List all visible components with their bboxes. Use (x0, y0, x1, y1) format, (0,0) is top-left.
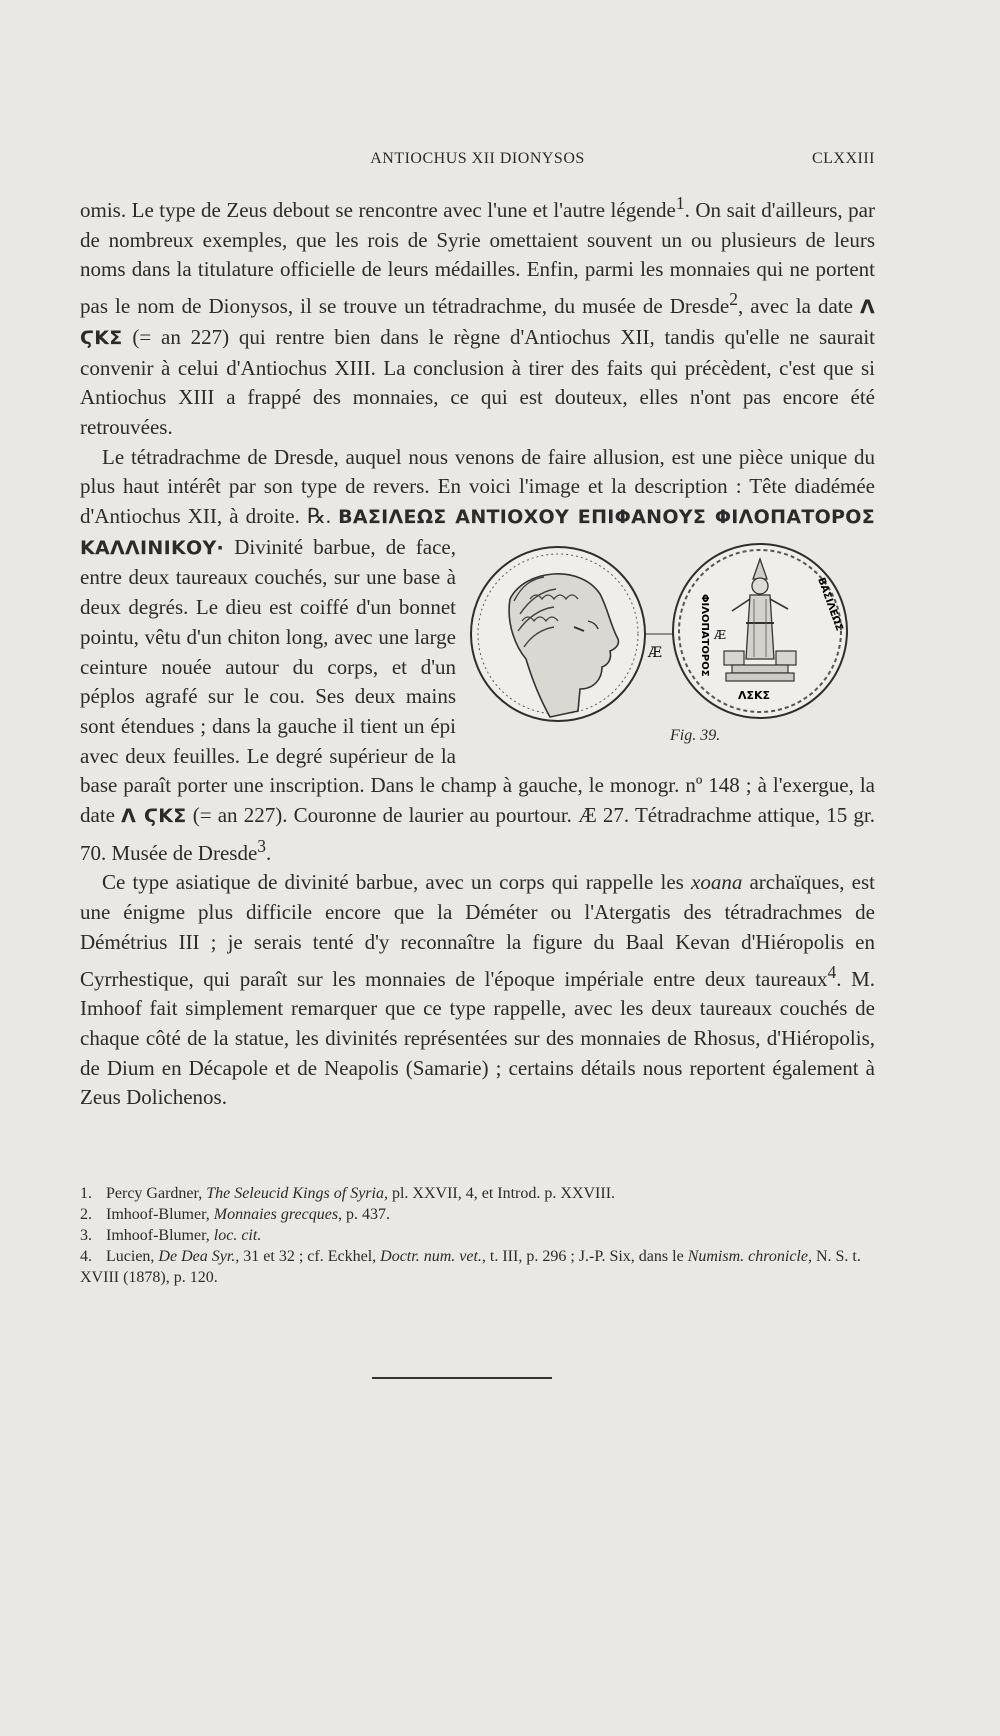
italic-term: xoana (691, 870, 743, 895)
text-run: . (266, 840, 272, 865)
footnote-1 (80, 1183, 875, 1204)
footnote-text: 31 et 32 ; cf. Eckhel, (243, 1248, 377, 1265)
footnote-text: pl. XXVII, 4, et Introd. p. XXVIII. (391, 1185, 616, 1202)
text-run: Divinité barbue, de face, entre deux taureaux couchés, sur une base à deux degrés. Le dieu est coiffé d'un bonnet pointu, vêtu d'un chiton long, avec une large ceinture nouée autour du corps, et d'un péplos agrafé sur le cou. Ses deux mains sont étendues ; dans la gauche il tient un épi avec deux feuilles. Le degré supérieur de la base paraît porter une inscription. Dans le champ à gauche, le monogr. nº 148 ; à l'exergue, la date (80, 534, 875, 828)
paragraph-1 (80, 189, 875, 443)
date-legend: Λ ϚΚΣ (80, 296, 876, 349)
text-run: (= an 227) qui rentre bien dans le règne d'Antiochus XII, tandis qu'elle ne saurait convenir à celui d'Antiochus XIII. La conclusion à tirer des faits qui précèdent, c'est que si Antiochus XIII a frappé des monnaies, ce qui est douteux, elles n'ont pas encore été retrouvées. (80, 324, 876, 439)
footnote-text: p. 437. (346, 1206, 391, 1223)
end-rule (372, 1377, 552, 1379)
footnote-text: Lucien, (106, 1248, 155, 1265)
text-run: omis. Le type de Zeus debout se rencontre avec l'une et l'autre légende (80, 198, 676, 222)
footnote-title: De Dea Syr., (158, 1248, 240, 1265)
page-number: CLXXIII (811, 150, 875, 167)
paragraph-3 (80, 868, 875, 1113)
footnote-title: The Seleucid Kings of Syria, (206, 1185, 388, 1202)
exergue-date-legend: Λ ϚΚΣ (121, 805, 187, 828)
text-run: archaïques, est une énigme plus difficile encore que la Déméter ou l'Atergatis des tétradrachmes de Démétrius III ; je serais tenté d'y reconnaître la figure du Baal Kevan d'Hiéropolis en Cyrrhestique, qui paraît sur les monnaies de l'époque impériale entre deux taureaux (80, 870, 875, 991)
footnote-title: Monnaies grecques, (213, 1206, 343, 1223)
footnote-ref-3[interactable]: 3 (257, 835, 267, 856)
reverse-symbol: ℞. (306, 504, 332, 529)
footnote-text: Imhoof-Blumer, (106, 1227, 210, 1244)
text-run: . On sait d'ailleurs, par de nombreux exemples, que les rois de Syrie omettaient souvent un ou plusieurs de leurs noms dans la titulature officielle de leurs médailles. Enfin, parmi les monnaies qui ne portent pas le nom de Dionysos, il se trouve un tétradrachme, du musée de Dresde (80, 198, 875, 319)
text-run: Le tétradrachme de Dresde, auquel nous venons de faire allusion, est une pièce unique du plus haut intérêt par son type de revers. En voici l'image et la description : Tête diadémée d'Antiochus XII, à droite. (80, 444, 875, 529)
footnote-number: 4. (80, 1248, 92, 1265)
footnote-text: Percy Gardner, (106, 1185, 203, 1202)
footnote-text: t. III, p. 296 ; J.-P. Six, dans le (489, 1248, 684, 1265)
footnote-4 (80, 1246, 875, 1288)
reverse-legend-right: ΒΑΣΙΛΕΩΣ (815, 575, 845, 633)
footnote-2 (80, 1204, 875, 1225)
coin-legend: ΒΑΣΙΛΕΩΣ ΑΝΤΙΟΧΟΥ ΕΠΙΦΑΝΟΥΣ ΦΙΛΟΠΑΤΟΡΟΣ ΚΑΛΛΙΝΙΚΟΥ· (80, 506, 876, 559)
body-text (80, 189, 875, 1113)
footnotes (80, 1183, 875, 1288)
footnote-title: loc. cit. (213, 1227, 262, 1244)
footnote-number: 3. (80, 1227, 92, 1244)
footnote-3 (80, 1225, 875, 1246)
footnote-ref-4[interactable]: 4 (827, 961, 837, 982)
coin-reverse (673, 544, 847, 718)
footnote-ref-2[interactable]: 2 (729, 289, 738, 310)
footnote-title: Numism. chronicle, (687, 1248, 812, 1265)
footnote-text: N. S. t. XVIII (1878), p. 120. (80, 1248, 861, 1286)
reverse-legend-left: ΦΙΛΟΠΑΤΟΡΟΣ (699, 593, 710, 677)
text-run: Ce type asiatique de divinité barbue, avec un corps qui rappelle les (102, 870, 684, 895)
footnote-title: Doctr. num. vet., (380, 1248, 486, 1265)
coin-obverse (471, 547, 645, 721)
footnote-text: Imhoof-Blumer, (106, 1206, 210, 1223)
footnote-number: 2. (80, 1206, 92, 1223)
monogram-symbol: Æ (648, 644, 663, 661)
footnote-number: 1. (80, 1185, 92, 1202)
running-head (80, 150, 875, 174)
text-run: , avec la date (737, 294, 853, 319)
footnote-ref-1[interactable]: 1 (675, 193, 685, 213)
figure-caption: Fig. 39. (670, 726, 721, 744)
text-run: . M. Imhoof fait simplement remarquer que ce type rappelle, avec les deux taureaux couchés de chaque côté de la statue, les divinités représentées sur des monnaies de Rhosus, d'Hiéropolis, de Dium en Décapole et de Neapolis (Samarie) ; certains détails nous reportent également à Zeus Dolichenos. (80, 966, 875, 1110)
exergue-date: ΛΣΚΣ (738, 688, 771, 702)
field-monogram: Æ (714, 627, 727, 642)
figure-39 (470, 539, 875, 761)
text-run: (= an 227). Couronne de laurier au pourtour. Æ 27. Tétradrachme attique, 15 gr. 70. Musée de Dresde (80, 803, 876, 865)
paragraph-2 (80, 443, 875, 869)
running-title: ANTIOCHUS XII DIONYSOS (370, 150, 585, 167)
